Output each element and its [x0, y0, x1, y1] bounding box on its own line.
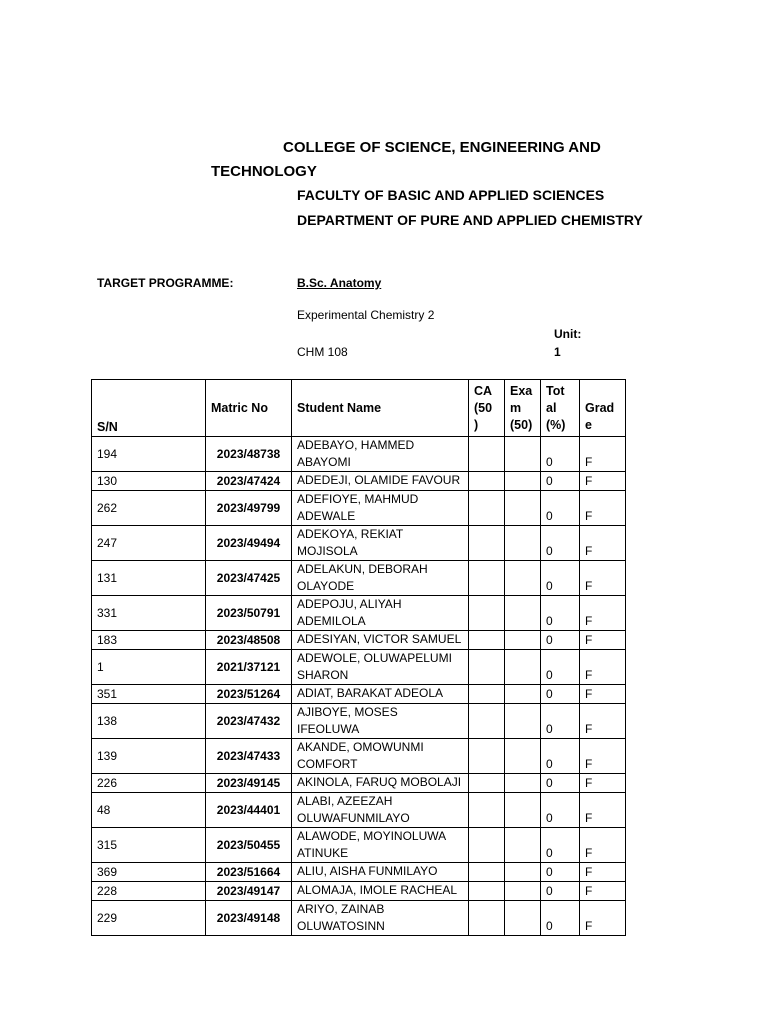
- cell-sn: 369: [92, 863, 206, 882]
- cell-ca: [469, 561, 505, 596]
- cell-matric: 2023/47424: [206, 472, 292, 491]
- cell-exam: [505, 491, 541, 526]
- cell-student-name: ADEWOLE, OLUWAPELUMI SHARON: [292, 650, 469, 685]
- cell-matric: 2023/48508: [206, 631, 292, 650]
- header-matric: Matric No: [206, 380, 292, 437]
- cell-exam: [505, 685, 541, 704]
- cell-student-name: ADEPOJU, ALIYAH ADEMILOLA: [292, 596, 469, 631]
- cell-student-name: ALOMAJA, IMOLE RACHEAL: [292, 882, 469, 901]
- cell-sn: 331: [92, 596, 206, 631]
- cell-sn: 131: [92, 561, 206, 596]
- cell-grade: F: [580, 793, 626, 828]
- table-header-row: [92, 380, 626, 437]
- programme-label: TARGET PROGRAMME:: [97, 276, 234, 290]
- cell-grade: F: [580, 631, 626, 650]
- cell-grade: F: [580, 650, 626, 685]
- table-row: [92, 472, 626, 491]
- table-row: [92, 596, 626, 631]
- cell-total: 0: [541, 596, 580, 631]
- course-title: Experimental Chemistry 2: [297, 308, 435, 322]
- header-exam: Exa m (50): [505, 380, 541, 437]
- cell-ca: [469, 650, 505, 685]
- table-row: [92, 828, 626, 863]
- cell-exam: [505, 596, 541, 631]
- cell-matric: 2023/47432: [206, 704, 292, 739]
- cell-sn: 351: [92, 685, 206, 704]
- cell-student-name: ALABI, AZEEZAH OLUWAFUNMILAYO: [292, 793, 469, 828]
- cell-sn: 262: [92, 491, 206, 526]
- cell-grade: F: [580, 472, 626, 491]
- cell-exam: [505, 561, 541, 596]
- cell-total: 0: [541, 863, 580, 882]
- cell-total: 0: [541, 561, 580, 596]
- cell-matric: 2023/47425: [206, 561, 292, 596]
- cell-matric: 2023/49148: [206, 901, 292, 936]
- cell-exam: [505, 863, 541, 882]
- cell-grade: F: [580, 739, 626, 774]
- table-row: [92, 631, 626, 650]
- cell-sn: 1: [92, 650, 206, 685]
- table-row: [92, 491, 626, 526]
- cell-sn: 228: [92, 882, 206, 901]
- cell-student-name: ADESIYAN, VICTOR SAMUEL: [292, 631, 469, 650]
- cell-student-name: AKANDE, OMOWUNMI COMFORT: [292, 739, 469, 774]
- cell-total: 0: [541, 739, 580, 774]
- cell-sn: 183: [92, 631, 206, 650]
- cell-student-name: ADELAKUN, DEBORAH OLAYODE: [292, 561, 469, 596]
- table-row: [92, 793, 626, 828]
- cell-matric: 2023/47433: [206, 739, 292, 774]
- cell-matric: 2023/50455: [206, 828, 292, 863]
- table-row: [92, 561, 626, 596]
- cell-ca: [469, 472, 505, 491]
- cell-matric: 2023/49799: [206, 491, 292, 526]
- table-row: [92, 901, 626, 936]
- header-grade: Grad e: [580, 380, 626, 437]
- cell-total: 0: [541, 472, 580, 491]
- header-total: Tot al (%): [541, 380, 580, 437]
- cell-grade: F: [580, 526, 626, 561]
- cell-total: 0: [541, 793, 580, 828]
- cell-grade: F: [580, 828, 626, 863]
- cell-exam: [505, 882, 541, 901]
- cell-exam: [505, 650, 541, 685]
- cell-student-name: ADEKOYA, REKIAT MOJISOLA: [292, 526, 469, 561]
- cell-ca: [469, 828, 505, 863]
- cell-ca: [469, 631, 505, 650]
- cell-sn: 130: [92, 472, 206, 491]
- cell-grade: F: [580, 491, 626, 526]
- cell-matric: 2023/49147: [206, 882, 292, 901]
- cell-exam: [505, 437, 541, 472]
- cell-sn: 138: [92, 704, 206, 739]
- cell-grade: F: [580, 774, 626, 793]
- table-row: [92, 704, 626, 739]
- college-title: COLLEGE OF SCIENCE, ENGINEERING AND: [283, 139, 601, 156]
- cell-matric: 2023/50791: [206, 596, 292, 631]
- cell-grade: F: [580, 685, 626, 704]
- cell-ca: [469, 704, 505, 739]
- cell-exam: [505, 828, 541, 863]
- table-row: [92, 437, 626, 472]
- unit-value: 1: [554, 345, 561, 359]
- cell-ca: [469, 774, 505, 793]
- cell-sn: 194: [92, 437, 206, 472]
- course-code: CHM 108: [297, 345, 348, 359]
- table-row: [92, 774, 626, 793]
- cell-exam: [505, 704, 541, 739]
- results-table: [91, 379, 626, 936]
- header-sn: S/N: [92, 380, 206, 437]
- cell-sn: 226: [92, 774, 206, 793]
- table-row: [92, 650, 626, 685]
- table-row: [92, 526, 626, 561]
- cell-sn: 315: [92, 828, 206, 863]
- cell-grade: F: [580, 596, 626, 631]
- cell-student-name: AKINOLA, FARUQ MOBOLAJI: [292, 774, 469, 793]
- cell-ca: [469, 739, 505, 774]
- cell-total: 0: [541, 526, 580, 561]
- cell-grade: F: [580, 882, 626, 901]
- cell-matric: 2023/44401: [206, 793, 292, 828]
- cell-ca: [469, 596, 505, 631]
- cell-total: 0: [541, 685, 580, 704]
- cell-grade: F: [580, 901, 626, 936]
- department-title: DEPARTMENT OF PURE AND APPLIED CHEMISTRY: [297, 212, 643, 228]
- cell-matric: 2023/49145: [206, 774, 292, 793]
- cell-total: 0: [541, 631, 580, 650]
- cell-ca: [469, 526, 505, 561]
- cell-total: 0: [541, 882, 580, 901]
- cell-student-name: ALIU, AISHA FUNMILAYO: [292, 863, 469, 882]
- programme-value: B.Sc. Anatomy: [297, 276, 382, 290]
- cell-matric: 2023/48738: [206, 437, 292, 472]
- cell-exam: [505, 472, 541, 491]
- cell-matric: 2023/49494: [206, 526, 292, 561]
- cell-sn: 48: [92, 793, 206, 828]
- cell-ca: [469, 685, 505, 704]
- cell-total: 0: [541, 704, 580, 739]
- cell-grade: F: [580, 437, 626, 472]
- cell-exam: [505, 901, 541, 936]
- table-row: [92, 739, 626, 774]
- cell-student-name: AJIBOYE, MOSES IFEOLUWA: [292, 704, 469, 739]
- cell-ca: [469, 793, 505, 828]
- cell-sn: 247: [92, 526, 206, 561]
- cell-total: 0: [541, 901, 580, 936]
- cell-matric: 2023/51264: [206, 685, 292, 704]
- cell-ca: [469, 437, 505, 472]
- cell-exam: [505, 793, 541, 828]
- cell-grade: F: [580, 561, 626, 596]
- cell-student-name: ADEFIOYE, MAHMUD ADEWALE: [292, 491, 469, 526]
- cell-ca: [469, 863, 505, 882]
- cell-student-name: ADEDEJI, OLAMIDE FAVOUR: [292, 472, 469, 491]
- cell-ca: [469, 882, 505, 901]
- unit-label: Unit:: [554, 327, 582, 341]
- college-title-line2: TECHNOLOGY: [211, 163, 317, 180]
- cell-exam: [505, 631, 541, 650]
- header-name: Student Name: [292, 380, 469, 437]
- cell-total: 0: [541, 650, 580, 685]
- cell-student-name: ALAWODE, MOYINOLUWA ATINUKE: [292, 828, 469, 863]
- cell-matric: 2021/37121: [206, 650, 292, 685]
- cell-total: 0: [541, 491, 580, 526]
- cell-total: 0: [541, 828, 580, 863]
- cell-student-name: ADIAT, BARAKAT ADEOLA: [292, 685, 469, 704]
- cell-sn: 229: [92, 901, 206, 936]
- cell-student-name: ADEBAYO, HAMMED ABAYOMI: [292, 437, 469, 472]
- cell-sn: 139: [92, 739, 206, 774]
- table-row: [92, 882, 626, 901]
- cell-ca: [469, 901, 505, 936]
- cell-grade: F: [580, 704, 626, 739]
- cell-exam: [505, 526, 541, 561]
- cell-total: 0: [541, 774, 580, 793]
- cell-matric: 2023/51664: [206, 863, 292, 882]
- table-row: [92, 863, 626, 882]
- cell-student-name: ARIYO, ZAINAB OLUWATOSINN: [292, 901, 469, 936]
- table-row: [92, 685, 626, 704]
- cell-exam: [505, 739, 541, 774]
- header-ca: CA (50 ): [469, 380, 505, 437]
- cell-total: 0: [541, 437, 580, 472]
- cell-exam: [505, 774, 541, 793]
- cell-ca: [469, 491, 505, 526]
- cell-grade: F: [580, 863, 626, 882]
- faculty-title: FACULTY OF BASIC AND APPLIED SCIENCES: [297, 187, 605, 203]
